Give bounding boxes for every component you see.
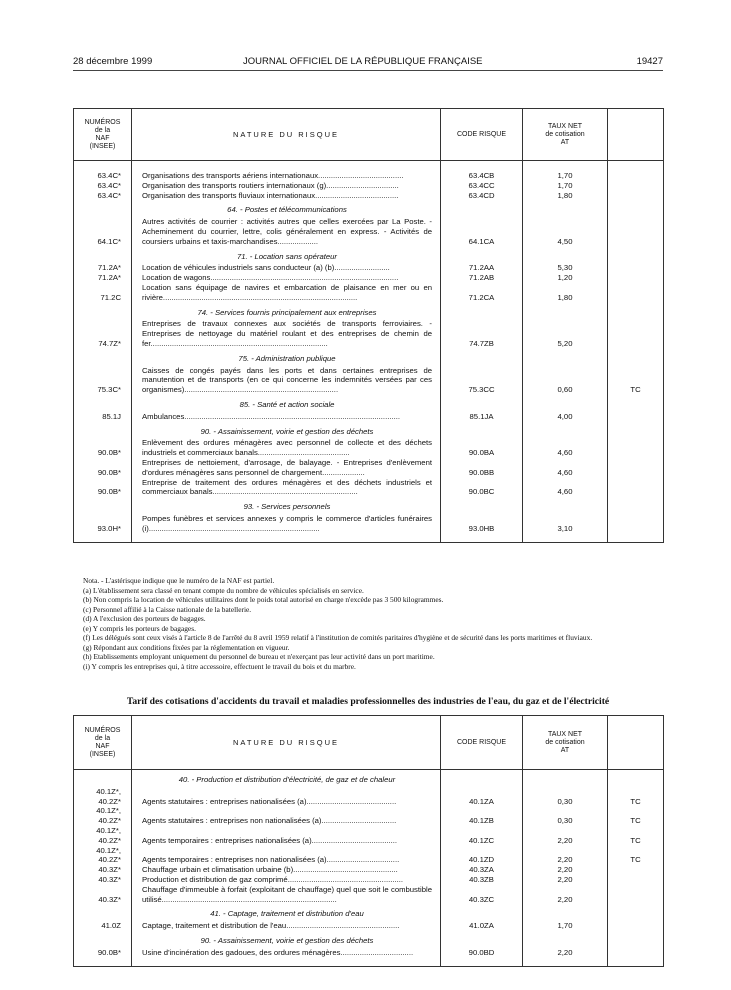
tc-flag [608,191,664,201]
risk-nature: Agents statutaires : entreprises nationalisées (a).......................................... [132,787,441,807]
tc-flag [608,865,664,875]
tc-flag [608,161,664,181]
tc-flag [608,273,664,283]
naf-code: 74.7Z* [74,319,132,348]
taux-cell [523,422,608,439]
naf-cell [74,931,132,948]
table-row [74,806,664,826]
code-cell [441,395,523,412]
naf-cell [74,422,132,439]
risk-code: 90.0BA [441,438,523,458]
rate-value: 1,80 [523,283,608,303]
naf-code: 40.3Z* [74,875,132,885]
rate-value: 0,60 [523,366,608,395]
section-row [74,931,664,948]
table-row [74,885,664,905]
risk-nature: Organisation des transports routiers internationaux (g).................................. [132,181,441,191]
risk-nature: Location de véhicules industriels sans conducteur (a) (b).......................... [132,263,441,273]
rate-table-transport [73,108,664,543]
taux-cell [523,200,608,217]
code-cell [441,497,523,514]
section-row [74,247,664,264]
tc-flag [608,885,664,905]
naf-cell [74,349,132,366]
col-header-taux-line: AT [560,746,570,754]
rate-value: 1,70 [523,921,608,931]
tc-flag: TC [608,846,664,866]
risk-code: 85.1JA [441,412,523,422]
footnote: (a) L'établissement sera classé en tenant compte du nombre de véhicules spécialisés en service. [83,585,364,595]
risk-code: 75.3CC [441,366,523,395]
naf-code: 63.4C* [74,181,132,191]
risk-nature: Pompes funèbres et services annexes y compris le commerce d'articles funéraires (i)................................................................................ [132,514,441,542]
footnote: (d) A l'exclusion des porteurs de bagages. [83,614,206,624]
risk-code: 90.0BD [441,948,523,966]
col-header-naf-line: NAF [95,742,110,750]
footnote: (h) Etablissements employant uniquement du personnel de bureau et n'exerçant pas leur activité dans un port maritime. [83,652,435,662]
risk-nature: Organisations des transports aériens internationaux........................................ [132,161,441,181]
risk-code: 63.4CD [441,191,523,201]
naf-code: 40.1Z*, 40.2Z* [74,826,132,846]
table-row [74,865,664,875]
naf-code: 64.1C* [74,217,132,246]
taux-cell [523,904,608,921]
risk-nature: Autres activités de courrier : activités autres que celles exercées par La Poste. - Acheminement du courrier, lettre, colis généralement en express. - Activités de coursiers urbains et taxis-marchandises................... [132,217,441,246]
rate-value: 5,30 [523,263,608,273]
footnote: (f) Les délégués sont ceux visés à l'article 8 de l'arrêté du 8 avril 1959 relatif à l'institution de comités paritaires d'hygiène et de sécurité dans les ports maritimes et fluviaux. [83,633,593,643]
risk-code: 71.2CA [441,283,523,303]
risk-nature: Location de wagons........................................................................................ [132,273,441,283]
col-header-naf-line: (INSEE) [89,142,116,150]
risk-code: 90.0BB [441,458,523,478]
table-row [74,438,664,458]
col-header-taux-line: TAUX NET [547,730,583,738]
col-header-taux-line: de cotisation [545,130,585,138]
section-heading: 90. - Assainissement, voirie et gestion des déchets [132,931,441,948]
naf-code: 63.4C* [74,161,132,181]
col-header-naf [74,109,132,161]
risk-code: 63.4CB [441,161,523,181]
risk-nature: Caisses de congés payés dans les ports et dans certaines entreprises de manutention et de transports (en ce qui concerne les indemnités versées par ces organismes)........................................................................ [132,366,441,395]
section-heading: 74. - Services fournis principalement aux entreprises [132,303,441,320]
naf-cell [74,770,132,787]
header-date: 28 décembre 1999 [73,56,153,67]
rate-value: 4,60 [523,438,608,458]
footnotes [83,576,661,671]
naf-code: 41.0Z [74,921,132,931]
code-cell [441,931,523,948]
risk-nature: Production et distribution de gaz comprimé...................................................... [132,875,441,885]
rate-value: 1,70 [523,181,608,191]
col-header-nature: NATURE DU RISQUE [132,109,441,161]
table-row [74,181,664,191]
risk-nature: Chauffage d'immeuble à forfait (exploitant de chauffage) quel que soit le combustible utilisé.................................................................................. [132,885,441,905]
risk-code: 64.1CA [441,217,523,246]
risk-code: 40.1ZD [441,846,523,866]
naf-code: 40.1Z*, 40.2Z* [74,806,132,826]
rate-value: 0,30 [523,806,608,826]
code-cell [441,349,523,366]
rate-value: 1,70 [523,161,608,181]
tc-flag [608,921,664,931]
rate-value: 0,30 [523,787,608,807]
section-heading: 40. - Production et distribution d'électricité, de gaz et de chaleur [132,770,441,787]
tc-cell [608,931,664,948]
risk-code: 71.2AB [441,273,523,283]
naf-code: 40.3Z* [74,865,132,875]
col-header-naf-line: de la [94,734,111,742]
rate-value: 2,20 [523,865,608,875]
section-row [74,303,664,320]
taux-cell [523,349,608,366]
naf-code: 90.0B* [74,478,132,498]
naf-code: 63.4C* [74,191,132,201]
risk-nature: Entreprises de nettoiement, d'arrosage, de balayage. - Entreprises d'enlèvement d'ordures ménagères sans personnel de chargement.................... [132,458,441,478]
risk-code: 40.3ZB [441,875,523,885]
col-header-taux-line: TAUX NET [547,122,583,130]
rate-value: 2,20 [523,885,608,905]
col-header-taux [523,716,608,770]
col-header-tc [608,716,664,770]
table-row [74,283,664,303]
col-header-naf [74,716,132,770]
header-rule [73,70,663,71]
rate-value: 4,60 [523,478,608,498]
code-cell [441,770,523,787]
rate-value: 2,20 [523,948,608,966]
risk-code: 74.7ZB [441,319,523,348]
section-heading: 41. - Captage, traitement et distribution d'eau [132,904,441,921]
table-row [74,161,664,181]
tc-flag: TC [608,826,664,846]
tc-cell [608,395,664,412]
rate-value: 2,20 [523,826,608,846]
risk-code: 40.1ZA [441,787,523,807]
footnote: (c) Personnel affilié à la Caisse nationale de la batellerie. [83,604,252,614]
tc-flag [608,948,664,966]
col-header-naf-line: de la [94,126,111,134]
header-journal-title: JOURNAL OFFICIEL DE LA RÉPUBLIQUE FRANÇAISE [243,56,483,67]
naf-code: 71.2C [74,283,132,303]
rate-value: 5,20 [523,319,608,348]
tc-flag [608,458,664,478]
col-header-naf-line: (INSEE) [89,750,116,758]
section-heading: 64. - Postes et télécommunications [132,200,441,217]
table-row [74,478,664,498]
tc-flag [608,412,664,422]
footnote: (b) Non compris la location de véhicules utilitaires dont le poids total autorisé en charge n'excède pas 3 500 kilogrammes. [83,595,444,605]
table-row [74,826,664,846]
risk-nature: Captage, traitement et distribution de l'eau..................................................... [132,921,441,931]
risk-code: 40.3ZA [441,865,523,875]
risk-code: 90.0BC [441,478,523,498]
footnote: (i) Y compris les entreprises qui, à titre accessoire, effectuent le travail du bois et du marbre. [83,661,356,671]
col-header-nature: NATURE DU RISQUE [132,716,441,770]
risk-nature: Enlèvement des ordures ménagères avec personnel de collecte et des déchets industriels et commerciaux banals........................................... [132,438,441,458]
section-row [74,422,664,439]
col-header-tc [608,109,664,161]
tc-cell [608,303,664,320]
section-row [74,200,664,217]
rate-value: 1,80 [523,191,608,201]
table-row [74,514,664,542]
header-page-number: 19427 [636,56,663,67]
footnote: Nota. - L'astérisque indique que le numéro de la NAF est partiel. [83,576,275,585]
risk-nature: Agents statutaires : entreprises non nationalisées (a)................................... [132,806,441,826]
table-row [74,948,664,966]
naf-code: 93.0H* [74,514,132,542]
section-row [74,349,664,366]
col-header-taux [523,109,608,161]
code-cell [441,904,523,921]
naf-code: 71.2A* [74,263,132,273]
rate-value: 4,50 [523,217,608,246]
naf-code: 71.2A* [74,273,132,283]
tc-flag [608,283,664,303]
risk-nature: Ambulances..................................................................................................... [132,412,441,422]
risk-code: 40.3ZC [441,885,523,905]
taux-cell [523,395,608,412]
rate-table-energy [73,715,664,967]
tc-flag: TC [608,787,664,807]
risk-nature: Agents temporaires : entreprises nationalisées (a)........................................ [132,826,441,846]
col-header-taux-line: AT [560,138,570,146]
risk-code: 93.0HB [441,514,523,542]
taux-cell [523,247,608,264]
rate-value: 4,00 [523,412,608,422]
tc-cell [608,349,664,366]
section-row [74,497,664,514]
section-heading: 90. - Assainissement, voirie et gestion des déchets [132,422,441,439]
rate-value: 2,20 [523,875,608,885]
naf-cell [74,200,132,217]
tc-flag [608,875,664,885]
risk-nature: Organisation des transports fluviaux internationaux....................................... [132,191,441,201]
taux-cell [523,303,608,320]
tc-cell [608,770,664,787]
tc-cell [608,904,664,921]
risk-nature: Entreprises de travaux connexes aux sociétés de transports ferroviaires. - Entreprises de nettoyage du matériel roulant et des entreprises de chemin de fer................................................................................... [132,319,441,348]
risk-nature: Chauffage urbain et climatisation urbaine (b)................................................. [132,865,441,875]
taux-cell [523,931,608,948]
table-row [74,366,664,395]
section-heading: 75. - Administration publique [132,349,441,366]
col-header-code: CODE RISQUE [441,716,523,770]
tc-flag: TC [608,366,664,395]
section-row [74,904,664,921]
col-header-naf-line: NUMÉROS [84,726,121,734]
taux-cell [523,770,608,787]
risk-code: 71.2AA [441,263,523,273]
naf-cell [74,497,132,514]
naf-cell [74,247,132,264]
taux-cell [523,497,608,514]
risk-nature: Entreprise de traitement des ordures ménagères et des déchets industriels et commerciaux banals.................................................................... [132,478,441,498]
naf-code: 90.0B* [74,458,132,478]
section-heading: 93. - Services personnels [132,497,441,514]
rate-value: 2,20 [523,846,608,866]
table-row [74,787,664,807]
rate-value: 1,20 [523,273,608,283]
tc-flag [608,217,664,246]
table-row [74,458,664,478]
section-row [74,395,664,412]
naf-cell [74,303,132,320]
section-title: Tarif des cotisations d'accidents du travail et maladies professionnelles des industries de l'eau, du gaz et de l'électricité [126,696,610,707]
col-header-code: CODE RISQUE [441,109,523,161]
tc-flag [608,181,664,191]
table-row [74,263,664,273]
page-header [73,56,663,70]
naf-cell [74,395,132,412]
table-row [74,875,664,885]
col-header-taux-line: de cotisation [545,738,585,746]
table-row [74,846,664,866]
code-cell [441,200,523,217]
risk-code: 40.1ZC [441,826,523,846]
risk-nature: Usine d'incinération des gadoues, des ordures ménagères.................................. [132,948,441,966]
table-row [74,273,664,283]
tc-flag [608,263,664,273]
tc-cell [608,200,664,217]
risk-code: 40.1ZB [441,806,523,826]
table-row [74,217,664,246]
tc-flag: TC [608,806,664,826]
naf-code: 90.0B* [74,948,132,966]
naf-code: 85.1J [74,412,132,422]
footnote: (e) Y compris les porteurs de bagages. [83,623,196,633]
tc-cell [608,422,664,439]
code-cell [441,303,523,320]
tc-flag [608,319,664,348]
risk-nature: Agents temporaires : entreprises non nationalisées (a).................................. [132,846,441,866]
tc-flag [608,478,664,498]
naf-code: 40.1Z*, 40.2Z* [74,787,132,807]
risk-code: 41.0ZA [441,921,523,931]
col-header-naf-line: NAF [95,134,110,142]
naf-code: 40.1Z*, 40.2Z* [74,846,132,866]
tc-flag [608,514,664,542]
col-header-naf-line: NUMÉROS [84,118,121,126]
table-row [74,191,664,201]
section-heading: 85. - Santé et action sociale [132,395,441,412]
section-heading: 71. - Location sans opérateur [132,247,441,264]
code-cell [441,422,523,439]
table-row [74,319,664,348]
code-cell [441,247,523,264]
naf-code: 90.0B* [74,438,132,458]
rate-value: 3,10 [523,514,608,542]
naf-code: 75.3C* [74,366,132,395]
tc-cell [608,497,664,514]
tc-flag [608,438,664,458]
table-row [74,921,664,931]
rate-value: 4,60 [523,458,608,478]
risk-nature: Location sans équipage de navires et embarcation de plaisance en mer ou en rivière........................................................................................... [132,283,441,303]
tc-cell [608,247,664,264]
footnote: (g) Répondant aux conditions fixées par la réglementation en vigueur. [83,642,290,652]
naf-code: 40.3Z* [74,885,132,905]
table-row [74,412,664,422]
risk-code: 63.4CC [441,181,523,191]
naf-cell [74,904,132,921]
section-row [74,770,664,787]
